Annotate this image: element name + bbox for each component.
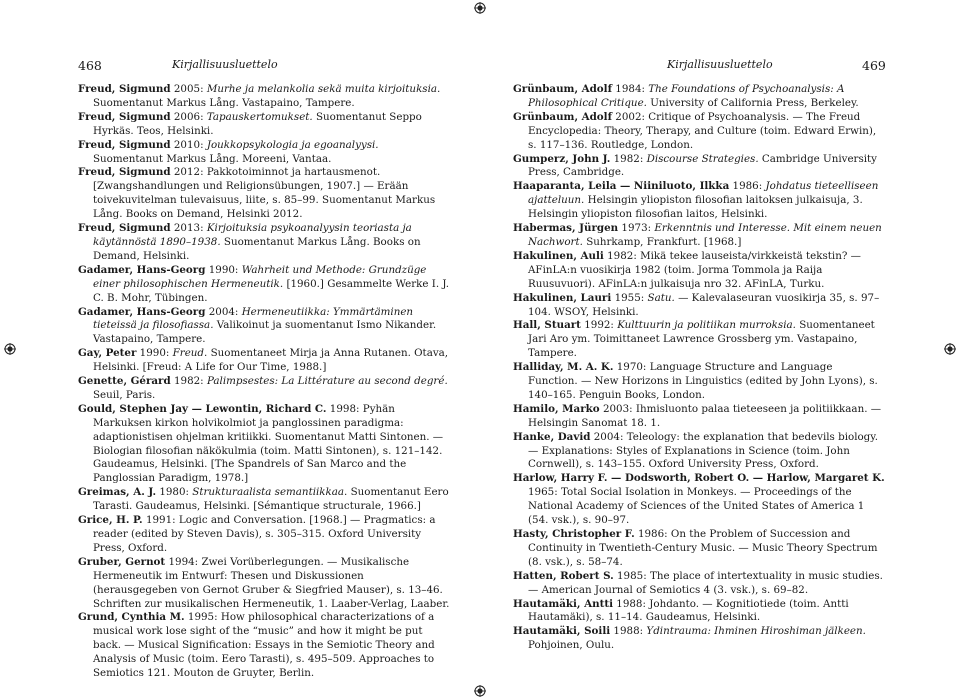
registration-mark-icon bbox=[4, 343, 16, 355]
bibliography-entry: Gumperz, John J. 1982: Discourse Strategies. Cambridge University Press, Cambridge. bbox=[513, 152, 877, 179]
bibliography-entry: Halliday, M. A. K. 1970: Language Structure and Language Function. — New Horizons in Linguistics (edited by John Lyons), s. 140–165. Penguin Books, London. bbox=[513, 361, 878, 401]
bibliography-entry: Freud, Sigmund 2013: Kirjoituksia psykoanalyysin teoriasta ja käytännöstä 1890–1938. Suomentanut Markus Lång. Books on Demand, Helsinki. bbox=[78, 222, 421, 262]
bibliography-entry: Gay, Peter 1990: Freud. Suomentaneet Mirja ja Anna Rutanen. Otava, Helsinki. [Freud: A Life for Our Time, 1988.] bbox=[78, 347, 449, 374]
bibliography-entry: Hakulinen, Auli 1982: Mikä tekee lauseista/virkkeistä tekstin? — AFinLA:n vuosikirja 1982 (toim. Jorma Tommola ja Raija Ruusuvuori). AFinLA:n julkaisuja nro 32. AFinLA, Turku. bbox=[513, 249, 861, 290]
bibliography-entry: Haaparanta, Leila — Niiniluoto, Ilkka 1986: Johdatus tieteelliseen ajatteluun. Helsingin yliopiston filosofian laitoksen julkaisuja, 3. Helsingin yliopiston filosofian laitos, Helsinki. bbox=[513, 180, 879, 221]
bibliography-entry: Gould, Stephen Jay — Lewontin, Richard C. 1998: Pyhän Markuksen kirkon holvikolmiot ja panglossinen paradigma: adaptionistisen ohjelman kritiikki. Suomentanut Matti Sintonen. — Biologian filosofian näkökulmia (toim. Matti Sintonen), s. 121–142. Gaudeamus, Helsinki. [The Spandrels of San Marco and the Panglossian Paradigm, 1978.] bbox=[78, 402, 444, 485]
bibliography-entry: Hasty, Christopher F. 1986: On the Problem of Succession and Continuity in Twentieth-Century Music. — Music Theory Spectrum (8. vsk.), s. 58–74. bbox=[513, 528, 878, 568]
registration-mark-icon bbox=[474, 685, 486, 697]
bibliography-entry: Harlow, Harry F. — Dodsworth, Robert O. — Harlow, Margaret K. 1965: Total Social Isolation in Monkeys. — Proceedings of the National Academy of Sciences of the United States of America 1 (54. vsk.), s. 90–97. bbox=[513, 472, 885, 527]
bibliography-entry: Gruber, Gernot 1994: Zwei Vorüberlegungen. — Musikalische Hermeneutik im Entwurf: Thesen und Diskussionen (herausgegeben von Gernot Gruber & Siegfried Mauser), s. 13–46. Schriften zur musikalischen Hermeneutik, 1. Laaber-Verlag, Laaber. bbox=[78, 555, 450, 610]
running-head-left: Kirjallisuusluettelo bbox=[172, 58, 278, 71]
bibliography-entry: Hall, Stuart 1992: Kulttuurin ja politiikan murroksia. Suomentaneet Jari Aro ym. Toimittaneet Lawrence Grossberg ym. Vastapaino, Tampere. bbox=[513, 319, 875, 360]
bibliography-entry: Freud, Sigmund 2006: Tapauskertomukset. Suomentanut Seppo Hyrkäs. Teos, Helsinki. bbox=[78, 110, 422, 137]
bibliography-entry: Grünbaum, Adolf 2002: Critique of Psychoanalysis. — The Freud Encyclopedia: Theory, Therapy, and Culture (toim. Edward Erwin), s. 117–136. Routledge, London. bbox=[513, 110, 877, 151]
page-number-left: 468 bbox=[78, 58, 102, 73]
page-number-right: 469 bbox=[862, 58, 886, 73]
registration-mark-icon bbox=[944, 343, 956, 355]
bibliography-right bbox=[513, 83, 885, 653]
bibliography-entry: Hatten, Robert S. 1985: The place of intertextuality in music studies. — American Journal of Semiotics 4 (3. vsk.), s. 69–82. bbox=[513, 569, 883, 596]
bibliography-entry: Freud, Sigmund 2005: Murhe ja melankolia sekä muita kirjoituksia. Suomentanut Markus Lång. Vastapaino, Tampere. bbox=[78, 83, 441, 109]
bibliography-entry: Freud, Sigmund 2010: Joukkopsykologia ja egoanalyysi. Suomentanut Markus Lång. Moreeni, Vantaa. bbox=[78, 138, 379, 165]
bibliography-entry: Hanke, David 2004: Teleology: the explanation that bedevils biology. — Explanations: Styles of Explanations in Science (toim. John Cornwell), s. 143–155. Oxford University Press, Oxford. bbox=[513, 430, 879, 471]
bibliography-entry: Greimas, A. J. 1980: Strukturaalista semantiikkaa. Suomentanut Eero Tarasti. Gaudeamus, Helsinki. [Sémantique structurale, 1966.] bbox=[78, 486, 449, 513]
bibliography-entry: Grund, Cynthia M. 1995: How philosophical characterizations of a musical work lose sight of the “music” and how it might be put back. — Musical Signification: Essays in the Semiotic Theory and Analysis of Music (toim. Eero Tarasti), s. 495–509. Approaches to Semiotics 121. Mouton de Gruyter, Berlin. bbox=[78, 611, 435, 680]
bibliography-entry: Hamilo, Marko 2003: Ihmisluonto palaa tieteeseen ja politiikkaan. — Helsingin Sanomat 18. 1. bbox=[513, 402, 882, 429]
bibliography-entry: Gadamer, Hans-Georg 1990: Wahrheit und Methode: Grundzüge einer philosophischen Hermeneutik. [1960.] Gesammelte Werke I. J. C. B. Mohr, Tübingen. bbox=[78, 263, 449, 304]
bibliography-entry: Genette, Gérard 1982: Palimpsestes: La Littérature au second degré. Seuil, Paris. bbox=[78, 375, 448, 401]
bibliography-entry: Grice, H. P. 1991: Logic and Conversation. [1968.] — Pragmatics: a reader (edited by Steven Davis), s. 305–315. Oxford University Press, Oxford. bbox=[78, 514, 436, 554]
bibliography-entry: Grünbaum, Adolf 1984: The Foundations of Psychoanalysis: A Philosophical Critique. University of California Press, Berkeley. bbox=[513, 83, 859, 109]
bibliography-entry: Habermas, Jürgen 1973: Erkenntnis und Interesse. Mit einem neuen Nachwort. Suhrkamp, Frankfurt. [1968.] bbox=[513, 222, 882, 248]
running-head-right: Kirjallisuusluettelo bbox=[667, 58, 773, 71]
bibliography-entry: Gadamer, Hans-Georg 2004: Hermeneutiikka: Ymmärtäminen tieteissä ja filosofiassa. Valikoinut ja suomentanut Ismo Nikander. Vastapaino, Tampere. bbox=[78, 305, 437, 346]
registration-mark-icon bbox=[474, 2, 486, 14]
bibliography-entry: Hakulinen, Lauri 1955: Satu. — Kalevalaseuran vuosikirja 35, s. 97–104. WSOY, Helsinki. bbox=[513, 291, 880, 318]
bibliography-left bbox=[78, 83, 450, 681]
bibliography-entry: Hautamäki, Soili 1988: Ydintrauma: Ihminen Hiroshiman jälkeen. Pohjoinen, Oulu. bbox=[513, 625, 866, 652]
bibliography-entry: Freud, Sigmund 2012: Pakkotoiminnot ja hartausmenot. [Zwangshandlungen und Religionsübungen, 1907.] — Erään toivekuvitelman tulevaisuus, liite, s. 85–99. Suomentanut Markus Lång. Books on Demand, Helsinki 2012. bbox=[78, 166, 436, 221]
bibliography-entry: Hautamäki, Antti 1988: Johdanto. — Kognitiotiede (toim. Antti Hautamäki), s. 11–14. Gaudeamus, Helsinki. bbox=[513, 597, 849, 624]
